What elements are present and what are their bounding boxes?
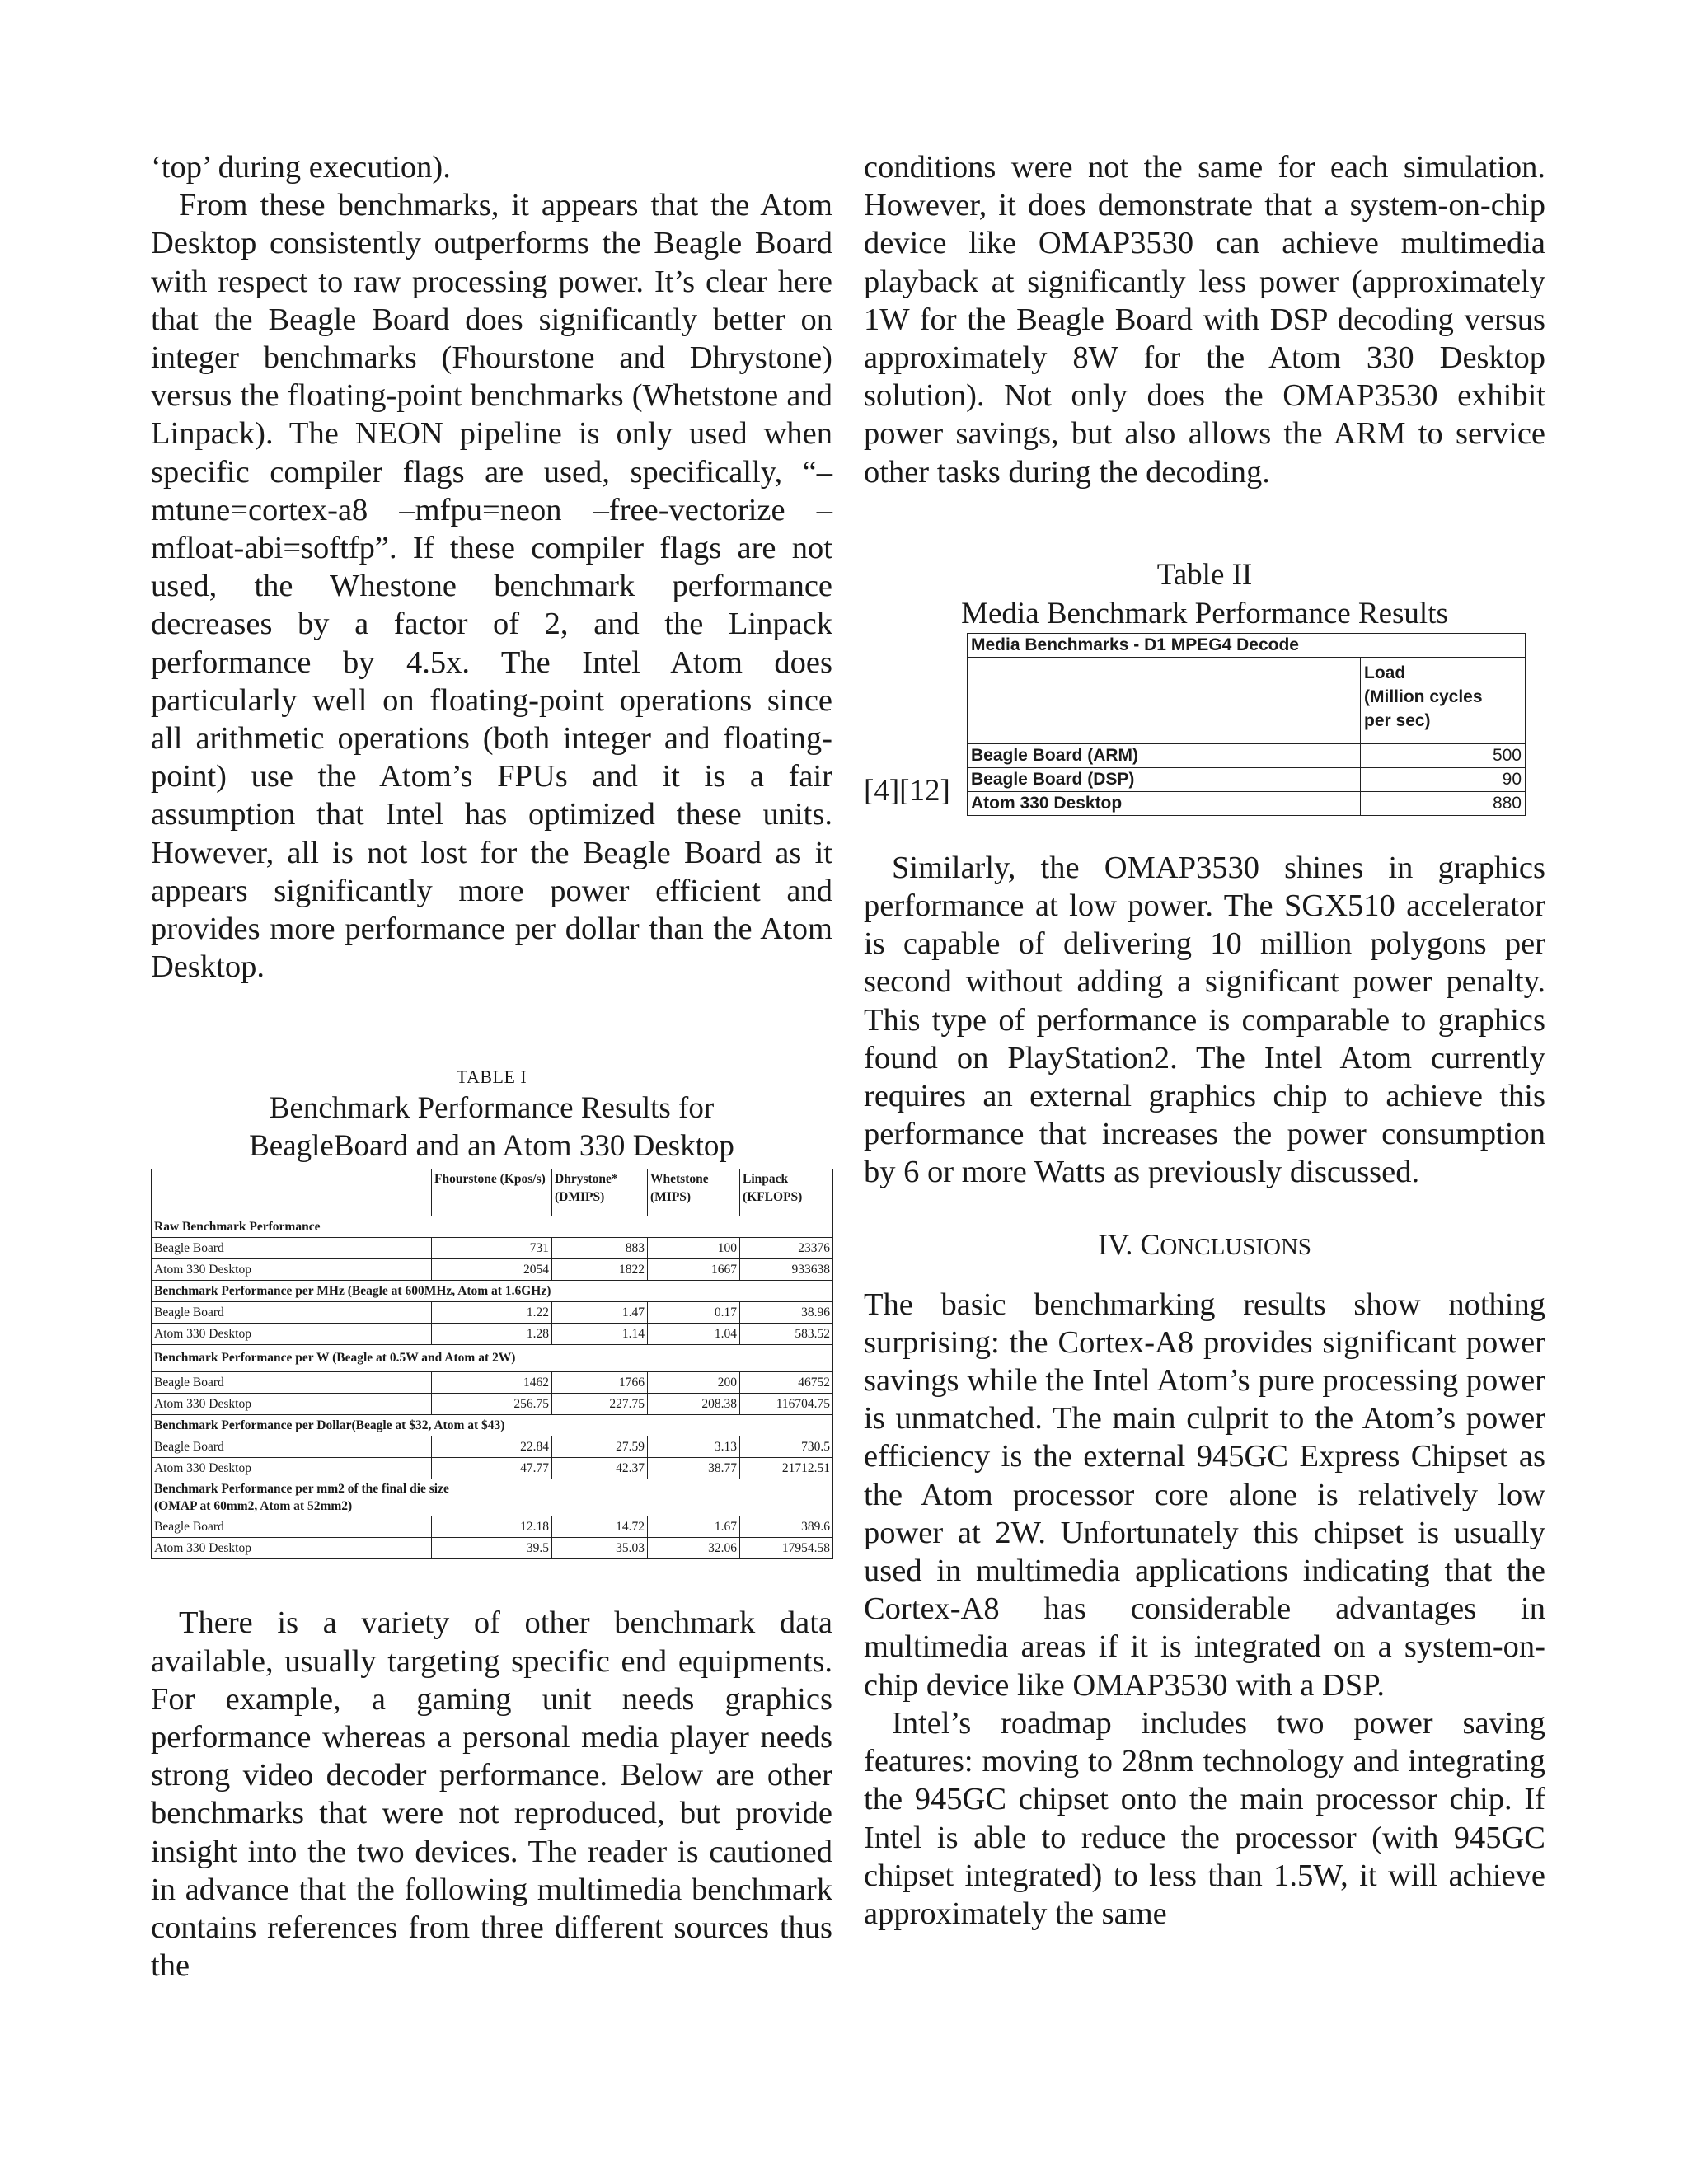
- table-row: [152, 1372, 833, 1394]
- cell: 1462: [432, 1372, 552, 1394]
- cell: 100: [648, 1238, 740, 1259]
- cell: 1.14: [552, 1324, 648, 1345]
- cell: 1.04: [648, 1324, 740, 1345]
- table-row: [968, 791, 1526, 815]
- cell: 1.47: [552, 1302, 648, 1324]
- row-label: Beagle Board: [152, 1516, 432, 1538]
- row-label: Beagle Board (DSP): [968, 767, 1361, 791]
- cell: 32.06: [648, 1538, 740, 1559]
- heading-rest: ONCLUSIONS: [1160, 1233, 1312, 1260]
- section-title-line1: Benchmark Performance per mm2 of the final die size: [154, 1482, 449, 1497]
- row-label: Atom 330 Desktop: [152, 1324, 432, 1345]
- table-row: [152, 1394, 833, 1415]
- cell: 27.59: [552, 1436, 648, 1458]
- table-row: [152, 1324, 833, 1345]
- cell: 500: [1361, 743, 1526, 767]
- media-benchmark-table: [967, 633, 1526, 816]
- row-label: Beagle Board: [152, 1372, 432, 1394]
- left-column: [151, 148, 832, 1985]
- cell: 200: [648, 1372, 740, 1394]
- paragraph: The basic benchmarking results show nothing surprising: the Cortex-A8 provides significant power savings while the Intel Atom’s pure processing power is unmatched. The main culprit to the Atom’s power efficiency is the external 945GC Express Chipset as the Atom processor core alone is relatively low power at 2W. Unfortunately this chipset is usually used in multimedia applications indicating that the Cortex-A8 has considerable advantages in multimedia areas if it is integrated on a system-on-chip device like OMAP3530 with a DSP.: [864, 1286, 1545, 1703]
- table1-label: TABLE I: [456, 1066, 528, 1088]
- cell: 116704.75: [740, 1394, 833, 1415]
- paragraph: conditions were not the same for each simulation. However, it does demonstrate that a system-on-chip device like OMAP3530 can achieve multimedia playback at significantly less power (approximately 1W for the Beagle Board with DSP decoding versus approximately 8W for the Atom 330 Desktop solution). Not only does the OMAP3530 exhibit power savings, but also allows the ARM to service other tasks during the decoding.: [864, 150, 1545, 490]
- paragraph: There is a variety of other benchmark data available, usually targeting specific end equipments. For example, a gaming unit needs graphics performance whereas a personal media player needs strong video decoder performance. Below are other benchmarks that were not reproduced, but provide insight into the two devices. The reader is cautioned in advance that the following multimedia benchmark contains references from three different sources thus the: [151, 1605, 832, 1984]
- cell: 90: [1361, 767, 1526, 791]
- table1-title-line1: Benchmark Performance Results for: [269, 1091, 715, 1126]
- cell: 1.22: [432, 1302, 552, 1324]
- cell: 0.17: [648, 1302, 740, 1324]
- column-header-line1: Load: [1364, 663, 1406, 682]
- right-column: [864, 148, 1545, 1933]
- cell: 23376: [740, 1238, 833, 1259]
- row-label: Beagle Board: [152, 1238, 432, 1259]
- section-title: Raw Benchmark Performance: [152, 1216, 833, 1238]
- column-header: Whetstone (MIPS): [648, 1169, 740, 1216]
- section-title: Benchmark Performance per MHz (Beagle at 600MHz, Atom at 1.6GHz): [152, 1281, 833, 1302]
- column-header-line3: per sec): [1364, 710, 1431, 730]
- paragraph: From these benchmarks, it appears that the Atom Desktop consistently outperforms the Beagle Board with respect to raw processing power. It’s clear here that the Beagle Board does significantly better on integer benchmarks (Fhourstone and Dhrystone) versus the floating-point benchmarks (Whetstone and Linpack). The NEON pipeline is only used when specific compiler flags are used, specifically, “–mtune=cortex-a8 –mfpu=neon –free-vectorize –mfloat-abi=softfp”. If these compiler flags are not used, the Whestone benchmark performance decreases by a factor of 2, and the Linpack performance by 4.5x. The Intel Atom does particularly well on floating-point operations since all arithmetic operations (both integer and floating-point) use the Atom’s FPUs and it is a fair assumption that Intel has optimized these units. However, all is not lost for the Beagle Board as it appears significantly more power efficient and provides more performance per dollar than the Atom Desktop.: [151, 188, 832, 985]
- table-corner-cell: [152, 1169, 432, 1216]
- section-title: Benchmark Performance per W (Beagle at 0.5W and Atom at 2W): [152, 1345, 833, 1372]
- cell: 227.75: [552, 1394, 648, 1415]
- cell: 1822: [552, 1259, 648, 1281]
- section-title-line2: (OMAP at 60mm2, Atom at 52mm2): [154, 1499, 353, 1514]
- section-row: [152, 1479, 833, 1516]
- section-row: [152, 1345, 833, 1372]
- cell: 47.77: [432, 1458, 552, 1479]
- cell: 42.37: [552, 1458, 648, 1479]
- cell: 933638: [740, 1259, 833, 1281]
- table-row: [152, 1516, 833, 1538]
- row-label: Atom 330 Desktop: [152, 1538, 432, 1559]
- row-label: Atom 330 Desktop: [152, 1259, 432, 1281]
- table-row: [152, 1538, 833, 1559]
- column-header: Dhrystone* (DMIPS): [552, 1169, 648, 1216]
- paragraph: Intel’s roadmap includes two power saving features: moving to 28nm technology and integrating the 945GC chipset onto the main processor chip. If Intel is able to reduce the processor (with 945GC chipset integrated) to less than 1.5W, it will achieve approximately the same: [864, 1705, 1545, 1931]
- table-corner-cell: [968, 657, 1361, 743]
- cell: 46752: [740, 1372, 833, 1394]
- cell: 880: [1361, 791, 1526, 815]
- row-label: Beagle Board (ARM): [968, 743, 1361, 767]
- cell: 38.77: [648, 1458, 740, 1479]
- cell: 208.38: [648, 1394, 740, 1415]
- row-label: Atom 330 Desktop: [968, 791, 1361, 815]
- section-row: [152, 1281, 833, 1302]
- column-header: Fhourstone (Kpos/s): [432, 1169, 552, 1216]
- table-row: [152, 1259, 833, 1281]
- table-header-row: [152, 1169, 833, 1216]
- cell: 1766: [552, 1372, 648, 1394]
- cell: 38.96: [740, 1302, 833, 1324]
- cell: 1667: [648, 1259, 740, 1281]
- section-title: Benchmark Performance per Dollar(Beagle at $32, Atom at $43): [152, 1415, 833, 1436]
- cell: 14.72: [552, 1516, 648, 1538]
- cell: 3.13: [648, 1436, 740, 1458]
- table-row: [152, 1302, 833, 1324]
- section-row: [152, 1415, 833, 1436]
- table1-title-line2: BeagleBoard and an Atom 330 Desktop: [249, 1129, 734, 1164]
- row-label: Beagle Board: [152, 1302, 432, 1324]
- section-heading: [864, 1226, 1545, 1266]
- benchmark-table: [151, 1169, 833, 1559]
- table2-wrap: [864, 633, 1545, 814]
- table-row: [152, 1238, 833, 1259]
- table-row: [152, 1436, 833, 1458]
- heading-number: IV.: [1097, 1227, 1133, 1261]
- column-header: Linpack (KFLOPS): [740, 1169, 833, 1216]
- row-label: Atom 330 Desktop: [152, 1394, 432, 1415]
- row-label: Atom 330 Desktop: [152, 1458, 432, 1479]
- cell: 2054: [432, 1259, 552, 1281]
- column-header-line2: (Million cycles: [1364, 687, 1483, 706]
- cell: 256.75: [432, 1394, 552, 1415]
- cell: 1.28: [432, 1324, 552, 1345]
- table-row: [968, 767, 1526, 791]
- table2-label: Table II: [1156, 557, 1253, 592]
- cell: 731: [432, 1238, 552, 1259]
- table-header-row: [968, 633, 1526, 657]
- paragraph: ‘top’ during execution).: [151, 150, 451, 185]
- cell: 389.6: [740, 1516, 833, 1538]
- table-row: [152, 1458, 833, 1479]
- cell: 730.5: [740, 1436, 833, 1458]
- table-subheader-row: [968, 657, 1526, 743]
- table2-caption: [864, 555, 1545, 633]
- section-title: [152, 1479, 833, 1516]
- cell: 22.84: [432, 1436, 552, 1458]
- cell: 583.52: [740, 1324, 833, 1345]
- cell: 1.67: [648, 1516, 740, 1538]
- heading-first-letter: C: [1140, 1227, 1160, 1261]
- row-label: Beagle Board: [152, 1436, 432, 1458]
- paragraph: Similarly, the OMAP3530 shines in graphics performance at low power. The SGX510 accelerator is capable of delivering 10 million polygons per second without adding a significant power penalty. This type of performance is comparable to graphics found on PlayStation2. The Intel Atom currently requires an external graphics chip to achieve this performance that increases the power consumption by 6 or more Watts as previously discussed.: [864, 850, 1545, 1190]
- table1-caption: [151, 1065, 832, 1165]
- cell: 17954.58: [740, 1538, 833, 1559]
- cell: 21712.51: [740, 1458, 833, 1479]
- cell: 883: [552, 1238, 648, 1259]
- section-row: [152, 1216, 833, 1238]
- citation-ref: [4][12]: [864, 773, 950, 808]
- table-header: Media Benchmarks - D1 MPEG4 Decode: [968, 633, 1526, 657]
- cell: 12.18: [432, 1516, 552, 1538]
- table2-title: Media Benchmark Performance Results: [961, 596, 1448, 630]
- cell: 39.5: [432, 1538, 552, 1559]
- cell: 35.03: [552, 1538, 648, 1559]
- column-header: [1361, 657, 1526, 743]
- table-row: [968, 743, 1526, 767]
